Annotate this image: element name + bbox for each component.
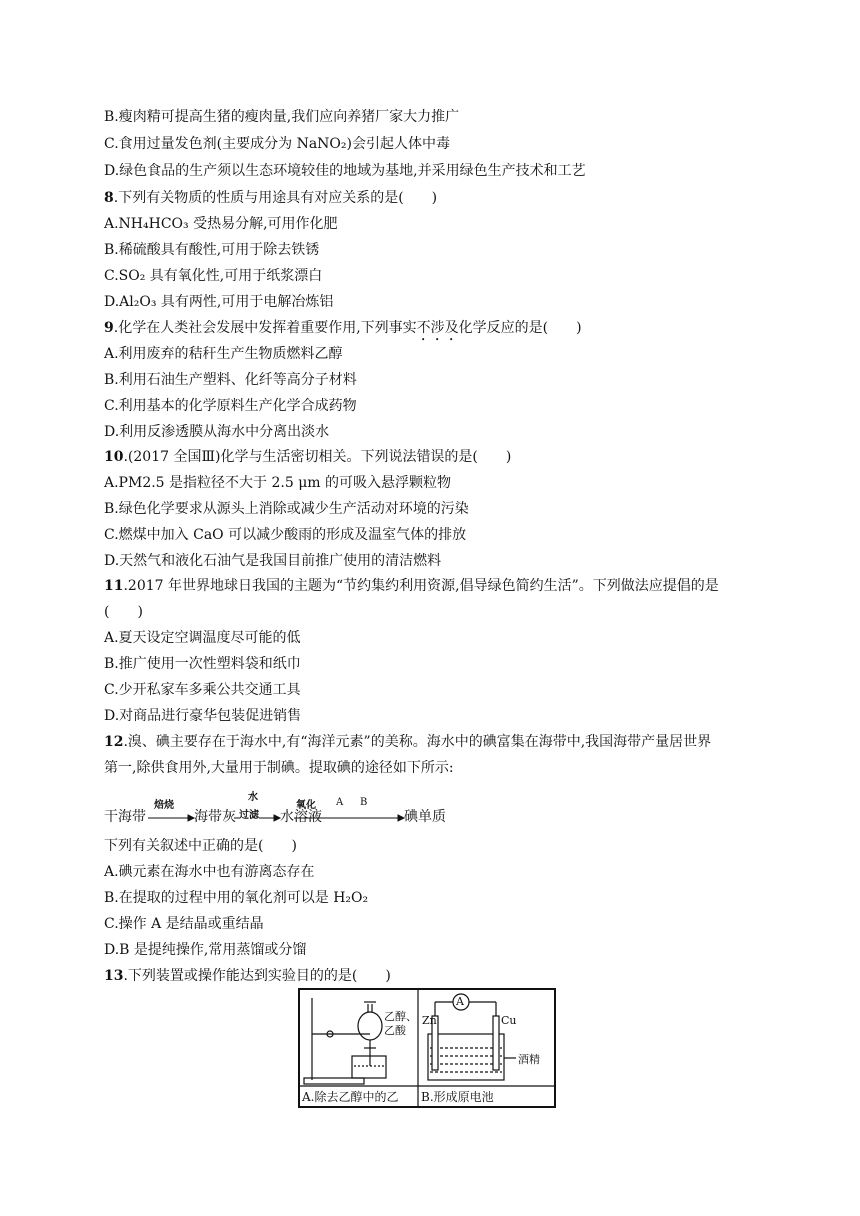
extraction-flow-diagram <box>104 794 564 834</box>
label-cu: Cu <box>501 1014 517 1027</box>
question-number: 13 <box>104 968 124 984</box>
experiment-figure <box>298 988 556 1108</box>
question-10-stem <box>104 447 511 467</box>
question-8-option-b: B.稀硫酸具有酸性,可用于除去铁锈 <box>104 242 320 258</box>
flow-mid-ash: 海带灰 <box>194 809 236 825</box>
question-text: .(2017 全国Ⅲ)化学与生活密切相关。下列说法错误的是( ) <box>123 449 512 465</box>
question-12-stem-cont: 第一,除供食用外,大量用于制碘。提取碘的途径如下所示: <box>104 760 454 776</box>
question-10-option-a: A.PM2.5 是指粒径不大于 2.5 μm 的可吸入悬浮颗粒物 <box>104 475 452 491</box>
question-number: 11 <box>104 578 124 594</box>
question-text: .化学在人类社会发展中发挥着重要作用,下列事实 <box>113 320 417 336</box>
option-line: D.绿色食品的生产须以生态环境较佳的地域为基地,并采用绿色生产技术和工艺 <box>104 163 586 179</box>
label-ethanol: 乙醇、 <box>384 1010 417 1023</box>
question-8-stem <box>104 188 437 208</box>
label-zn: Zn <box>422 1014 437 1027</box>
flow-step-filter: 过滤 <box>239 806 259 821</box>
emphasis-text: 不涉及 <box>416 320 459 336</box>
question-11-option-c: C.少开私家车多乘公共交通工具 <box>104 682 301 698</box>
question-number: 9 <box>104 320 114 336</box>
question-text: .2017 年世界地球日我国的主题为“节约集约利用资源,倡导绿色简约生活”。下列做法应提倡的是 <box>123 578 719 594</box>
flow-end: 碘单质 <box>404 809 446 825</box>
question-11-option-b: B.推广使用一次性塑料袋和纸巾 <box>104 656 301 672</box>
caption-a: A.除去乙醇中的乙 <box>302 1090 399 1104</box>
question-8-option-a: A.NH₄HCO₃ 受热易分解,可用作化肥 <box>104 216 338 232</box>
question-text: .溴、碘主要存在于海水中,有“海洋元素”的美称。海水中的碘富集在海带中,我国海带产量居世界 <box>123 734 712 750</box>
question-11-option-d: D.对商品进行豪华包装促进销售 <box>104 708 302 724</box>
question-text: 化学反应的是( ) <box>458 320 582 336</box>
flow-step-a: A <box>336 797 344 808</box>
label-ammeter: A <box>456 995 464 1008</box>
question-12-option-a: A.碘元素在海水中也有游离态存在 <box>104 864 315 880</box>
question-12-option-d: D.B 是提纯操作,常用蒸馏或分馏 <box>104 942 307 958</box>
question-9-option-c: C.利用基本的化学原料生产化学合成药物 <box>104 398 357 414</box>
flow-mid-solution: 水溶液 <box>280 809 322 825</box>
question-12-option-c: C.操作 A 是结晶或重结晶 <box>104 916 264 932</box>
question-11-stem <box>104 576 719 596</box>
flow-step-roast: 焙烧 <box>154 800 174 811</box>
question-number: 12 <box>104 734 124 750</box>
question-9-option-b: B.利用石油生产塑料、化纤等高分子材料 <box>104 372 357 388</box>
question-13-stem <box>104 966 391 986</box>
question-number: 8 <box>104 190 114 206</box>
label-alcohol: 酒精 <box>518 1053 540 1066</box>
question-text: .下列装置或操作能达到实验目的的是( ) <box>123 968 391 984</box>
question-10-option-c: C.燃煤中加入 CaO 可以减少酸雨的形成及温室气体的排放 <box>104 527 467 543</box>
question-number: 10 <box>104 449 124 465</box>
option-line: B.瘦肉精可提高生猪的瘦肉量,我们应向养猪厂家大力推广 <box>104 109 460 125</box>
label-acetic-acid: 乙酸 <box>384 1024 406 1037</box>
question-9-option-a: A.利用废弃的秸秆生产生物质燃料乙醇 <box>104 346 343 362</box>
question-12-stem-3: 下列有关叙述中正确的是( ) <box>104 838 297 854</box>
question-12-stem <box>104 732 711 752</box>
question-10-option-d: D.天然气和液化石油气是我国目前推广使用的清洁燃料 <box>104 553 442 569</box>
flow-step-water: 水 <box>248 792 258 803</box>
flow-step-oxidize: 氧化 <box>296 800 316 811</box>
question-8-option-d: D.Al₂O₃ 具有两性,可用于电解冶炼铝 <box>104 294 334 310</box>
question-11-stem-cont: ( ) <box>104 604 143 620</box>
caption-b: B.形成原电池 <box>421 1090 494 1104</box>
question-9-option-d: D.利用反渗透膜从海水中分离出淡水 <box>104 424 330 440</box>
option-line: C.食用过量发色剂(主要成分为 NaNO₂)会引起人体中毒 <box>104 136 450 152</box>
question-8-option-c: C.SO₂ 具有氧化性,可用于纸浆漂白 <box>104 268 323 284</box>
question-10-option-b: B.绿色化学要求从源头上消除或减少生产活动对环境的污染 <box>104 501 469 517</box>
question-11-option-a: A.夏天设定空调温度尽可能的低 <box>104 630 301 646</box>
flow-start: 干海带 <box>104 809 146 825</box>
question-text: .下列有关物质的性质与用途具有对应关系的是( ) <box>113 190 438 206</box>
question-9-stem <box>104 318 582 344</box>
question-12-option-b: B.在提取的过程中用的氧化剂可以是 H₂O₂ <box>104 890 369 906</box>
flow-step-b: B <box>360 797 368 808</box>
